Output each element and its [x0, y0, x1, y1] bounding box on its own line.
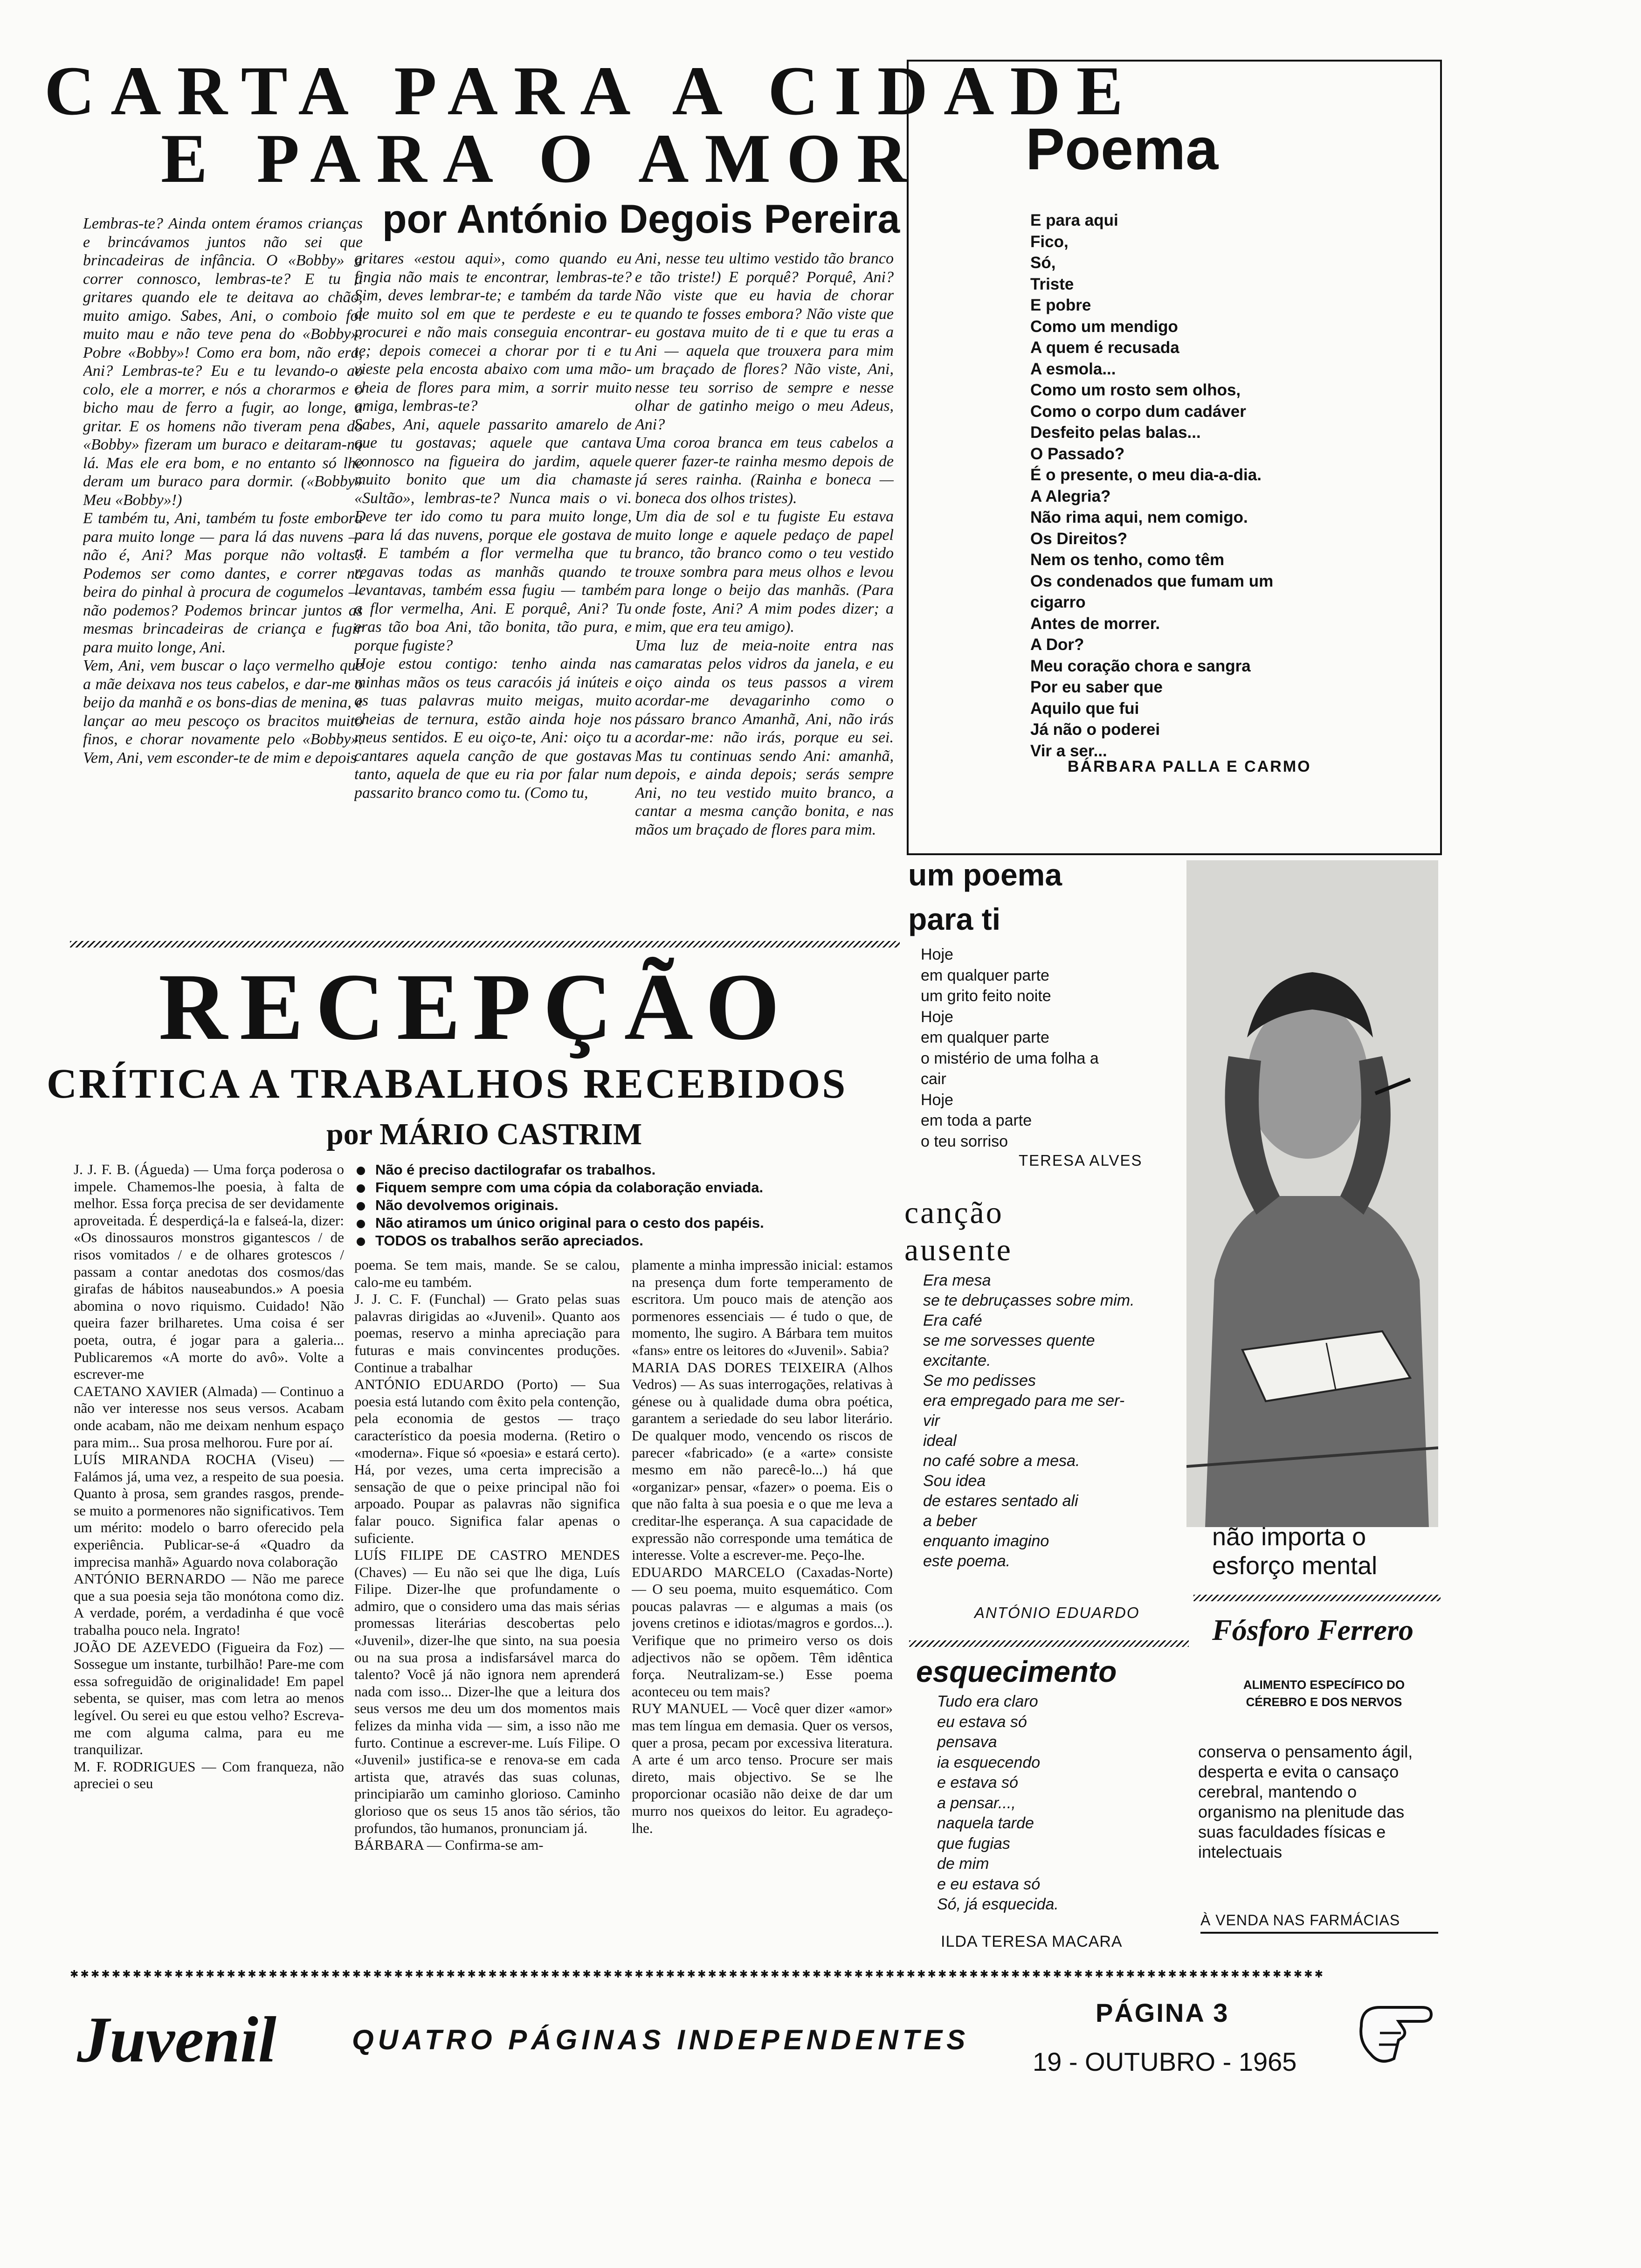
ad-subtitle: ALIMENTO ESPECÍFICO DO CÉREBRO E DOS NERVOS	[1243, 1678, 1405, 1709]
carta-column-3: Ani, nesse teu ultimo vestido tão branco e tão triste!) E porquê? Porquê, Ani? Não viste que eu havia de chorar quando te fosses embora? Não viste que eu gostava muito de ti e que tu eras a Ani — aquela que trouxera para mim um braçado de flores? Não viste, Ani, nesse teu sorriso de sempre e nesse olhar de gatinho meigo o meu Adeus, Ani? Uma coroa branca em teus cabelos a querer fazer-te rainha mesmo depois de já seres rainha. (Rainha e boneca — boneca dos olhos tristes). Um dia de sol e tu fugiste Eu estava muito longe e aquele pedaço de papel branco, tão branco como o teu vestido trouxe sombra para meus olhos e levou para longe o beijo das manhãs. (Para onde foste, Ani? A mim podes dizer; a mim, que era teu amigo). Uma luz de meia-noite entra nas camaratas pelos vidros da janela, e eu oiço ainda os teus passos a virem acordar-me devagarinho como o pássaro branco Amanhã, Ani, não irás acordar-me: não irás, porque eu sei. Mas tu continuas sendo Ani: amanhã, depois, e ainda depois; serás sempre Ani, no teu vestido muito branco, a cantar a mesma canção bonita, e nas mãos um braçado de flores para mim.	[635, 250, 894, 838]
poema-ti-author: TERESA ALVES	[1019, 1152, 1143, 1169]
footer-page-number: PÁGINA 3	[1096, 1998, 1229, 2027]
poema-title: Poema	[1026, 116, 1219, 182]
cancao-text: Era mesa se te debruçasses sobre mim. Era café se me sorvesses quente excitante. Se mo pedisses era empregado para me ser- vir ideal no café sobre a mesa. Sou idea de estares sentado ali a beber enquanto imagino este poema.	[923, 1272, 1135, 1570]
recepcao-column-1: J. J. F. B. (Águeda) — Uma força poderosa o impele. Chamemos-lhe poesia, à falta de melhor. Essa força precisa de ser devidamente aproveitada. É desperdiçá-la e falseá-la, dizer: «Os dinossauros monstros gigantescos / de risos vomitados / e de olhares grotescos / passam a contar anedotas dos cosmos/das girafas de hábitos nauseabundos.» A poesia abomina o novo riquismo. Cuidado! Não queira fazer brilharetes. Uma coisa é ser poeta, outra, é jogar para a galeria... Publicaremos «A morte do avô». Volte a escrever-me CAETANO XAVIER (Almada) — Continuo a não ver interesse nos seus versos. Acabam onde acabam, não me deixam nenhum espaço para mim... Sua prosa melhorou. Fure por aí. LUÍS MIRANDA ROCHA (Viseu) — Falámos já, uma vez, a respeito de sua poesia. Quanto à prosa, sem grandes rasgos, prende-se muito a pormenores não significativos. Tem um mérito: modelo o barro oferecido pela experiência. Publicar-se-á «Quadro da imprecisa manhã» Aguardo nova colaboração ANTÓNIO BERNARDO — Não me parece que a sua poesia seja tão monótona como diz. A verdade, porém, a verdadinha é que você trabalha pouco nela. Ingrato! JOÃO DE AZEVEDO (Figueira da Foz) — Sossegue um instante, turbilhão! Pare-me com essa sofreguidão de originalidade! Em papel sebenta, se quiser, mas com letra ao menos legível. Ou serei eu que estou velho? Escreva-me com alguma calma, para eu me tranquilizar. M. F. RODRIGUES — Com franqueza, não apreciei o seu	[74, 1161, 344, 1792]
recepcao-byline: por MÁRIO CASTRIM	[326, 1117, 642, 1151]
ad-body: conserva o pensamento ágil, desperta e evita o cansaço cerebral, mantendo o organismo na plenitude das suas faculdades físicas e intelectuais	[1198, 1742, 1413, 1861]
masthead-juvenil: Juvenil	[77, 2004, 276, 2076]
footer-star-rule: ✱✱✱✱✱✱✱✱✱✱✱✱✱✱✱✱✱✱✱✱✱✱✱✱✱✱✱✱✱✱✱✱✱✱✱✱✱✱✱✱✱✱✱✱✱✱✱✱✱✱✱✱✱✱✱✱✱✱✱✱✱✱✱✱✱✱✱✱✱✱✱✱✱✱✱✱✱✱✱✱✱✱✱✱✱✱✱✱✱✱✱✱✱✱✱✱✱✱✱✱✱✱✱✱✱✱✱✱✱✱✱✱✱✱✱✱✱✱✱✱	[70, 1969, 1325, 1980]
carta-column-1: Lembras-te? Ainda ontem éramos crianças e brincávamos juntos não sei que brincadeiras de infância. O «Bobby» a correr connosco, lembras-te? E tu a gritares quando ele te deitava ao chão, muito amigo. Sabes, Ani, o comboio foi muito mau e não teve pena do «Bobby». Pobre «Bobby»! Como era bom, não era, Ani? Lembras-te? Eu e tu levando-o ao colo, ele a morrer, e nós a chorarmos e o bicho mau de ferro a fugir, ao longe, a gritar. E os homens não tiveram pena do «Bobby» fizeram um buraco e deitaram-no lá. Mas ele era bom, e no entanto só lhe deram um buraco para dormir. («Bobby» Meu «Bobby»!) E também tu, Ani, também tu foste embora para muito longe — para lá das nuvens — não é, Ani? Mas porque não voltas? Podemos ser como dantes, e correr na beira do pinhal à procura de cogumelos — não podemos? Podemos brincar juntos as mesmas brincadeiras de criança e fugir para muito longe, Ani. Vem, Ani, vem buscar o laço vermelho que a mãe deixava nos teus cabelos, e dar-me o beijo da manhã e os bons-dias de menina, e lançar ao meu pescoço os bracitos muito finos, e chorar novamente pelo «Bobby». Vem, Ani, vem esconder-te de mim e depois	[83, 215, 363, 767]
carta-byline: por António Degois Pereira	[382, 197, 900, 242]
footer-date: 19 - OUTUBRO - 1965	[1033, 2047, 1297, 2076]
recepcao-column-3: plamente a minha impressão inicial: estamos na presença dum forte temperamento de escritora. Um pouco mais de atenção aos pormenores essenciais — é tudo o que, de momento, lhe sugiro. A Bárbara tem muitos «fans» entre os leitores do «Juvenil». Sabia? MARIA DAS DORES TEIXEIRA (Alhos Vedros) — As suas interrogações, relativas à génese ou à qualidade duma obra poética, garantem a seriedade do seu labor literário. De qualquer modo, vencendo os riscos de parecer «fabricado» (e a «arte» consiste mesmo em não parecê-lo...) há que «organizar» pensar, «fazer» o poema. Eis o que não falta à sua poesia e o que me leva a creditar-lhe esperança. A sua capacidade de expressão não corresponde uma temática de interesse. Volte a escrever-me. Peço-lhe. EDUARDO MARCELO (Caxadas-Norte) — O seu poema, muito esquemático. Com poucas palavras — e algumas a mais (os jovens cretinos e idiotas/magros e gordos...). Verifique que no primeiro verso os dois adjectivos não se opõem. Têm idêntica força. Neutralizam-se.) Esse poema aconteceu ou tem mais? RUY MANUEL — Você quer dizer «amor» mas tem língua em demasia. Quer os versos, quer a prosa, pecam por excessiva literatura. A arte é um arco tenso. Procure ser mais direto, mais objectivo. Se se lhe proporcionar ocasião não deixe de dar um murro nos queixos do leitor. Eu agradeço-lhe.	[632, 1257, 893, 1836]
carta-column-2: gritares «estou aqui», como quando eu fingia não mais te encontrar, lembras-te? Sim, deves lembrar-te; e também da tarde de muito sol em que te perdeste e eu te procurei e não mais conseguia encontrar-te; depois comecei a chorar por ti e tu vieste pela encosta abaixo com uma mão-cheia de flores para mim, a sorrir muito amiga, lembras-te? Sabes, Ani, aquele passarito amarelo de que tu gostavas; aquele que cantava connosco na figueira do jardim, aquele muito bonito que um dia chamaste «Sultão», lembras-te? Nunca mais o vi. Deve ter ido como tu para muito longe, para lá das nuvens, porque ele gostava de ti. E também a flor vermelha que tu regavas todas as manhãs quando te levantavas, também essa fugiu — também a flor vermelha, Ani. E porquê, Ani? Tu eras tão boa Ani, tão bonita, tão pura, e porque fugiste? Hoje estou contigo: tenho ainda nas minhas mãos os teus caracóis já inúteis e as tuas palavras muito meigas, muito cheias de ternura, estão ainda hoje nos meus sentidos. E eu oiço-te, Ani: oiço tu a cantares aquela canção de que gostavas tanto, aquela de que eu ria por falar num passarito branco como tu. (Como tu,	[354, 250, 632, 802]
poema-ti-text: Hoje em qualquer parte um grito feito noite Hoje em qualquer parte o mistério de uma folha a cair Hoje em toda a parte o teu sorriso	[921, 946, 1099, 1150]
ad-brand: Fósforo Ferrero	[1212, 1613, 1414, 1646]
poema-author: BÁRBARA PALLA E CARMO	[1068, 758, 1311, 775]
footer-tagline: QUATRO PÁGINAS INDEPENDENTES	[352, 2024, 970, 2055]
recepcao-rule-3: Não devolvemos originais.	[357, 1196, 558, 1214]
esquecimento-text: Tudo era claro eu estava só pensava ia esquecendo e estava só a pensar..., naquela tarde que fugias de mim e eu estava só Só, já esquecida.	[937, 1693, 1059, 1913]
carta-bottom-rule	[70, 941, 900, 947]
recepcao-title: RECEPÇÃO	[159, 954, 792, 1060]
poema-ti-title-2: para ti	[908, 902, 1001, 936]
ad-top-rule	[1193, 1595, 1441, 1601]
poema-ti-title-1: um poema	[908, 857, 1062, 892]
carta-title-line2: E PARA O AMOR	[161, 120, 924, 197]
recepcao-rule-5: TODOS os trabalhos serão apreciados.	[357, 1232, 643, 1250]
esquecimento-author: ILDA TERESA MACARA	[941, 1933, 1123, 1950]
recepcao-rule-2: Fiquem sempre com uma cópia da colaboração enviada.	[357, 1179, 763, 1196]
cancao-author: ANTÓNIO EDUARDO	[974, 1604, 1140, 1621]
thinking-man-illustration	[1186, 860, 1438, 1527]
pointing-hand-icon	[1352, 1989, 1441, 2068]
ad-footer: À VENDA NAS FARMÁCIAS	[1200, 1912, 1438, 1934]
recepcao-rule-1: Não é preciso dactilografar os trabalhos.	[357, 1161, 655, 1179]
recepcao-rule-4: Não atiramos um único original para o cesto dos papéis.	[357, 1214, 764, 1232]
esquecimento-title: esquecimento	[916, 1655, 1117, 1688]
cancao-bottom-rule	[909, 1640, 1189, 1647]
poema-text: E para aqui Fico, Só, Triste E pobre Como um mendigo A quem é recusada A esmola... Como um rosto sem olhos, Como o corpo dum cadáver Desfeito pelas balas... O Passado? É o presente, o meu dia-a-dia. A Alegria? Não rima aqui, nem comigo. Os Direitos? Nem os tenho, como têm Os condenados que fumam um cigarro Antes de morrer. A Dor? Meu coração chora e sangra Por eu saber que Aquilo que fui Já não o poderei Vir a ser...	[1030, 211, 1274, 760]
recepcao-subtitle: CRÍTICA A TRABALHOS RECEBIDOS	[47, 1061, 848, 1107]
cancao-title-1: canção	[904, 1195, 1004, 1230]
ad-slogan: não importa o esforço mental	[1212, 1523, 1378, 1580]
cancao-title-2: ausente	[904, 1232, 1013, 1267]
recepcao-column-2: poema. Se tem mais, mande. Se se calou, calo-me eu também. J. J. C. F. (Funchal) — Grato pelas suas palavras dirigidas ao «Juvenil». Quanto aos poemas, reservo a minha apreciação para futuras e mais convincentes produções. Continue a trabalhar ANTÓNIO EDUARDO (Porto) — Sua poesia está lutando com êxito pela contenção, pela economia de gestos — traço característico da poesia moderna. (Retiro o «moderna». Fique só «poesia» e estará certo). Há, por vezes, uma certa imprecisão a sensação de que o peixe principal não foi arpoado. Poupar as palavras não significa falar pouco. Significa falar apenas o suficiente. LUÍS FILIPE DE CASTRO MENDES (Chaves) — Eu não sei que lhe diga, Luís Filipe. Dizer-lhe que profundamente o admiro, que o considero uma das mais sérias promessas literárias descobertas pelo «Juvenil», dizer-lhe que sinto, na sua poesia ou na sua prosa a indisfarsável marca do talento? Você já não ignora nem aprenderá nada com isso... Dizer-lhe que a leitura dos seus versos me deu um dos momentos mais felizes da minha vida — sim, a isso não me furto. Continue a escrever-me. Luís Filipe. O «Juvenil» justifica-se e renova-se em cada artista que, através das suas colunas, principiarão um caminho glorioso. Caminho glorioso que os seus 15 anos tão sérios, tão profundos, tão humanos, pronunciam já. BÁRBARA — Confirma-se am-	[354, 1257, 620, 1853]
carta-title-line1: CARTA PARA A CIDADE	[44, 52, 1139, 130]
